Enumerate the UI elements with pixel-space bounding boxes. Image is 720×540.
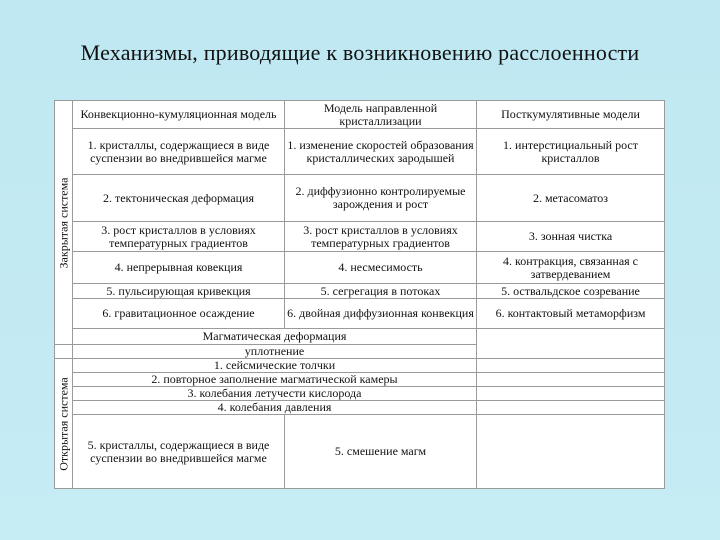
row1-col1: 1. кристаллы, содержащиеся в виде суспензии во внедрившейся магме: [73, 129, 285, 175]
empty-cell: [477, 401, 665, 415]
closed-system-label: Закрытая система: [56, 177, 70, 268]
header-convection-model: Конвекционно-кумуляционная модель: [73, 101, 285, 129]
row4-col1: 4. непрерывная ковекция: [73, 252, 285, 284]
empty-cell: [477, 373, 665, 387]
header-row: [55, 101, 665, 129]
row5-col2: 5. сегрегация в потоках: [285, 284, 477, 299]
row3-col1: 3. рост кристаллов в условиях температурных градиентов: [73, 222, 285, 252]
row4-col2: 4. несмесимость: [285, 252, 477, 284]
magmatic-deformation: Магматическая деформация: [73, 329, 477, 345]
table-row: [55, 129, 665, 175]
mechanisms-table: [54, 100, 665, 489]
side-gap-cell: [55, 345, 73, 359]
empty-cell: [477, 387, 665, 401]
row5-col1: 5. пульсирующая кривекция: [73, 284, 285, 299]
slide-title: Механизмы, приводящие к возникновению расслоенности: [80, 40, 640, 65]
open-row-5: [55, 415, 665, 489]
row6-col1: 6. гравитационное осаждение: [73, 299, 285, 329]
row5-col3: 5. оствальдское созревание: [477, 284, 665, 299]
row6-col3: 6. контактовый метаморфизм: [477, 299, 665, 329]
table-row: [55, 222, 665, 252]
table-row: [55, 252, 665, 284]
open-item-4: 4. колебания давления: [73, 401, 477, 415]
row2-col1: 2. тектоническая деформация: [73, 175, 285, 222]
open-row-2: [55, 373, 665, 387]
magmatic-deformation-row: [55, 329, 665, 345]
open-item-1: 1. сейсмические толчки: [73, 359, 477, 373]
open-item-2: 2. повторное заполнение магматической камеры: [73, 373, 477, 387]
open-row-1: [55, 359, 665, 373]
header-postcumulus-models: Посткумулятивные модели: [477, 101, 665, 129]
table-row: [55, 175, 665, 222]
row6-col2: 6. двойная диффузионная конвекция: [285, 299, 477, 329]
compaction: уплотнение: [73, 345, 477, 359]
open-row-3: [55, 387, 665, 401]
row1-col2: 1. изменение скоростей образования кристаллических зародышей: [285, 129, 477, 175]
row3-col2: 3. рост кристаллов в условиях температурных градиентов: [285, 222, 477, 252]
row4-col3: 4. контракция, связанная с затвердеванием: [477, 252, 665, 284]
row3-col3: 3. зонная чистка: [477, 222, 665, 252]
table-row: [55, 284, 665, 299]
last-col1: 5. кристаллы, содержащиеся в виде суспензии во внедрившейся магме: [73, 415, 285, 489]
row1-col3: 1. интерстициальный рост кристаллов: [477, 129, 665, 175]
last-col2: 5. смешение магм: [285, 415, 477, 489]
empty-cell: [477, 329, 665, 359]
row2-col3: 2. метасоматоз: [477, 175, 665, 222]
open-item-3: 3. колебания летучести кислорода: [73, 387, 477, 401]
open-row-4: [55, 401, 665, 415]
closed-system-cell: [55, 101, 73, 345]
row2-col2: 2. диффузионно контролируемые зарождения и рост: [285, 175, 477, 222]
table-row: [55, 299, 665, 329]
open-system-cell: [55, 359, 73, 489]
open-system-label: Открытая система: [56, 376, 70, 471]
empty-cell: [477, 415, 665, 489]
header-directed-crystallization: Модель направленной кристаллизации: [285, 101, 477, 129]
empty-cell: [477, 359, 665, 373]
